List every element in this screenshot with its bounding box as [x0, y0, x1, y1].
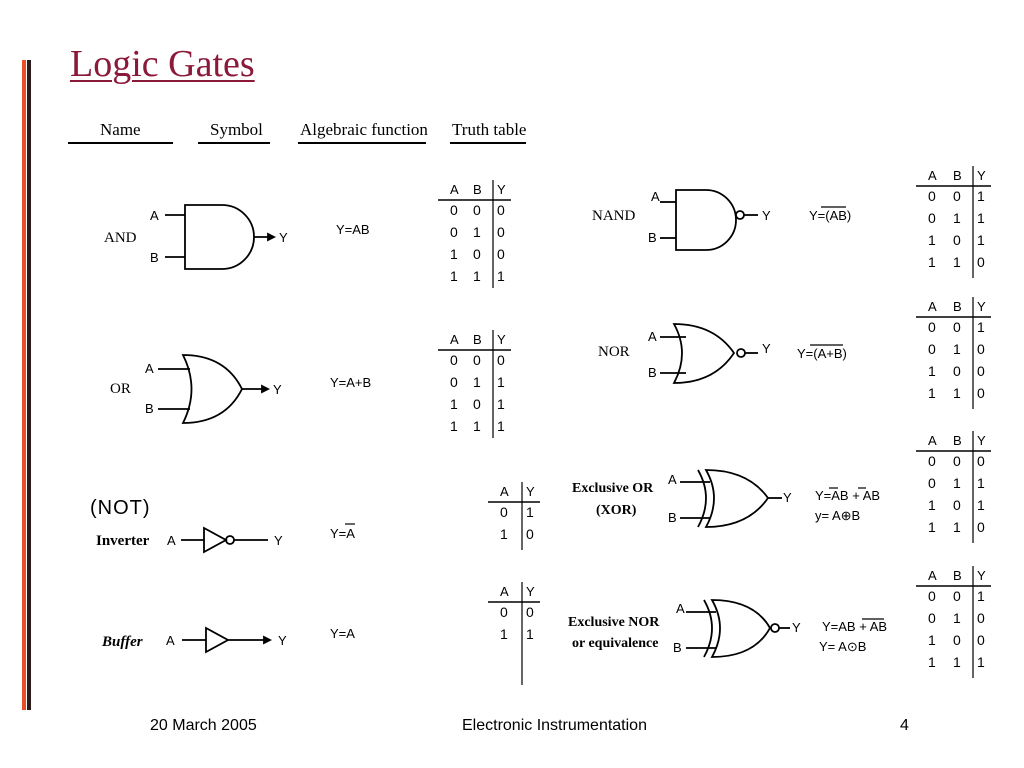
- footer-date: 20 March 2005: [150, 717, 257, 734]
- truth-table-cell: 1: [497, 418, 505, 434]
- truth-table-cell: 1: [928, 632, 936, 648]
- buffer-output-label: Y: [278, 633, 287, 648]
- buffer-input-label: A: [166, 633, 175, 648]
- truth-table-header: B: [953, 168, 962, 183]
- truth-table-cell: 0: [953, 632, 961, 648]
- truth-table-cell: 0: [977, 610, 985, 626]
- truth-table-cell: 1: [953, 475, 961, 491]
- truth-table-cell: 0: [450, 374, 458, 390]
- gate-name-xnor-sub: or equivalence: [572, 636, 659, 651]
- truth-table-header: A: [928, 433, 937, 448]
- gate-name-xnor: Exclusive NOR: [568, 615, 660, 630]
- truth-table-cell: 0: [928, 610, 936, 626]
- gate-name-inverter: Inverter: [96, 533, 150, 549]
- truth-table-cell: 0: [450, 224, 458, 240]
- truth-table-cell: 1: [977, 232, 985, 248]
- and-input-b-label: B: [150, 250, 159, 265]
- truth-table-header: Y: [497, 332, 506, 347]
- truth-table-header: Y: [526, 584, 535, 599]
- truth-table-cell: 0: [977, 385, 985, 401]
- truth-table-cell: 0: [977, 254, 985, 270]
- truth-table-header: Y: [977, 168, 986, 183]
- header-truth-table: Truth table: [452, 120, 527, 139]
- truth-table-header: A: [450, 182, 459, 197]
- truth-table-cell: 0: [526, 526, 534, 542]
- truth-table-cell: 1: [473, 268, 481, 284]
- truth-table-cell: 1: [500, 626, 508, 642]
- truth-table-header: B: [953, 299, 962, 314]
- or-input-a-label: A: [145, 361, 154, 376]
- xor-gate-symbol: [680, 470, 782, 527]
- gate-name-and: AND: [104, 230, 137, 246]
- truth-table-cell: 0: [977, 453, 985, 469]
- truth-table-header: A: [500, 584, 509, 599]
- truth-table-cell: 1: [977, 210, 985, 226]
- nand-input-a-label: A: [651, 189, 660, 204]
- truth-table-cell: 0: [977, 341, 985, 357]
- or-expression: Y=A+B: [330, 375, 372, 390]
- truth-table-cell: 0: [928, 588, 936, 604]
- header-algebraic: Algebraic function: [300, 120, 428, 139]
- nor-gate-symbol: [660, 324, 758, 383]
- truth-table-cell: 0: [526, 604, 534, 620]
- truth-table-cell: 0: [953, 453, 961, 469]
- xnor-input-b-label: B: [673, 640, 682, 655]
- truth-table-header: Y: [526, 484, 535, 499]
- truth-table-xnor: [916, 566, 991, 678]
- xor-expression: Y=AB + AB: [815, 488, 881, 503]
- nand-gate-symbol: [660, 190, 758, 250]
- truth-table-cell: 1: [473, 374, 481, 390]
- truth-table-cell: 1: [928, 254, 936, 270]
- footer-course: Electronic Instrumentation: [462, 717, 647, 734]
- truth-table-cell: 1: [473, 224, 481, 240]
- truth-table-cell: 1: [977, 188, 985, 204]
- truth-table-cell: 0: [473, 352, 481, 368]
- truth-table-header: B: [473, 182, 482, 197]
- truth-table-and: [438, 180, 511, 288]
- nand-output-label: Y: [762, 208, 771, 223]
- truth-tables: [438, 166, 991, 685]
- and-gate-symbol: [165, 205, 274, 269]
- xnor-gate-symbol: [686, 600, 790, 657]
- and-expression: Y=AB: [336, 222, 370, 237]
- truth-table-cell: 1: [953, 654, 961, 670]
- truth-table-cell: 0: [928, 188, 936, 204]
- truth-table-header: A: [928, 299, 937, 314]
- nand-input-b-label: B: [648, 230, 657, 245]
- buffer-gate-symbol: [182, 628, 270, 652]
- or-output-label: Y: [273, 382, 282, 397]
- truth-table-cell: 1: [928, 232, 936, 248]
- truth-table-cell: 0: [497, 246, 505, 262]
- truth-table-cell: 1: [526, 626, 534, 642]
- truth-table-cell: 0: [497, 224, 505, 240]
- truth-table-cell: 1: [953, 210, 961, 226]
- gate-name-not: (NOT): [90, 497, 151, 519]
- truth-table-not: [488, 482, 540, 550]
- and-output-label: Y: [279, 230, 288, 245]
- not-output-label: Y: [274, 533, 283, 548]
- truth-table-cell: 0: [953, 188, 961, 204]
- truth-table-cell: 1: [928, 654, 936, 670]
- xor-input-a-label: A: [668, 472, 677, 487]
- nor-expression: Y=(A+B): [797, 346, 847, 361]
- truth-table-cell: 1: [497, 374, 505, 390]
- truth-table-cell: 1: [450, 396, 458, 412]
- truth-table-cell: 1: [928, 385, 936, 401]
- truth-table-cell: 1: [953, 610, 961, 626]
- truth-table-cell: 0: [977, 519, 985, 535]
- xnor-output-label: Y: [792, 620, 801, 635]
- truth-table-cell: 1: [977, 475, 985, 491]
- truth-table-nand: [916, 166, 991, 278]
- truth-table-cell: 0: [450, 352, 458, 368]
- truth-table-header: B: [953, 433, 962, 448]
- truth-table-header: Y: [497, 182, 506, 197]
- xnor-expression: Y=AB + AB: [822, 619, 888, 634]
- xor-input-b-label: B: [668, 510, 677, 525]
- truth-table-header: A: [928, 568, 937, 583]
- truth-table-cell: 0: [953, 363, 961, 379]
- nor-input-b-label: B: [648, 365, 657, 380]
- inverter-gate-symbol: [181, 528, 268, 552]
- truth-table-cell: 0: [497, 352, 505, 368]
- truth-table-cell: 0: [473, 246, 481, 262]
- truth-table-or: [438, 330, 511, 438]
- truth-table-cell: 0: [953, 232, 961, 248]
- xor-output-label: Y: [783, 490, 792, 505]
- truth-table-header: Y: [977, 299, 986, 314]
- gate-name-buffer: Buffer: [102, 634, 143, 650]
- xnor-input-a-label: A: [676, 601, 685, 616]
- truth-table-cell: 1: [977, 588, 985, 604]
- truth-table-cell: 1: [450, 268, 458, 284]
- truth-table-header: Y: [977, 433, 986, 448]
- truth-table-cell: 1: [497, 268, 505, 284]
- truth-table-cell: 1: [953, 385, 961, 401]
- truth-table-cell: 0: [473, 396, 481, 412]
- nor-input-a-label: A: [648, 329, 657, 344]
- buffer-expression: Y=A: [330, 626, 355, 641]
- header-symbol: Symbol: [210, 120, 263, 139]
- truth-table-header: A: [500, 484, 509, 499]
- truth-table-cell: 1: [500, 526, 508, 542]
- truth-table-xor: [916, 431, 991, 543]
- truth-table-cell: 0: [953, 588, 961, 604]
- and-input-a-label: A: [150, 208, 159, 223]
- truth-table-cell: 1: [526, 504, 534, 520]
- truth-table-header: B: [953, 568, 962, 583]
- truth-table-header: Y: [977, 568, 986, 583]
- nand-expression: Y=(AB): [809, 208, 852, 223]
- slide-title: Logic Gates: [70, 43, 255, 85]
- truth-table-cell: 1: [977, 654, 985, 670]
- truth-table-cell: 1: [473, 418, 481, 434]
- truth-table-cell: 0: [928, 319, 936, 335]
- truth-table-cell: 1: [450, 418, 458, 434]
- truth-table-cell: 0: [928, 453, 936, 469]
- xnor-expression-alt: Y= A⊙B: [819, 639, 867, 654]
- truth-table-cell: 1: [928, 363, 936, 379]
- truth-table-cell: 0: [977, 632, 985, 648]
- truth-table-cell: 0: [928, 475, 936, 491]
- gate-name-xor-abbr: (XOR): [596, 503, 637, 518]
- truth-table-cell: 1: [953, 519, 961, 535]
- gate-name-nor: NOR: [598, 344, 630, 360]
- truth-table-cell: 1: [977, 497, 985, 513]
- truth-table-cell: 1: [977, 319, 985, 335]
- gate-name-xor: Exclusive OR: [572, 481, 654, 496]
- truth-table-header: A: [928, 168, 937, 183]
- not-input-label: A: [167, 533, 176, 548]
- truth-table-cell: 1: [953, 254, 961, 270]
- truth-table-cell: 0: [928, 210, 936, 226]
- truth-table-cell: 0: [928, 341, 936, 357]
- truth-table-cell: 0: [500, 604, 508, 620]
- truth-table-header: A: [450, 332, 459, 347]
- xor-expression-alt: y= A⊕B: [815, 508, 861, 523]
- truth-table-buffer: [488, 582, 540, 685]
- not-expression: Y=A: [330, 526, 355, 541]
- truth-table-cell: 0: [497, 202, 505, 218]
- footer-page-number: 4: [900, 717, 909, 734]
- truth-table-cell: 1: [928, 519, 936, 535]
- truth-table-cell: 1: [953, 341, 961, 357]
- truth-table-cell: 1: [497, 396, 505, 412]
- header-name: Name: [100, 120, 141, 139]
- or-input-b-label: B: [145, 401, 154, 416]
- nor-output-label: Y: [762, 341, 771, 356]
- truth-table-nor: [916, 297, 991, 409]
- truth-table-cell: 0: [953, 497, 961, 513]
- truth-table-cell: 0: [500, 504, 508, 520]
- truth-table-cell: 0: [977, 363, 985, 379]
- gate-name-nand: NAND: [592, 208, 636, 224]
- truth-table-cell: 0: [953, 319, 961, 335]
- truth-table-cell: 1: [450, 246, 458, 262]
- or-gate-symbol: [158, 355, 268, 423]
- truth-table-header: B: [473, 332, 482, 347]
- gate-name-or: OR: [110, 381, 131, 397]
- truth-table-cell: 0: [450, 202, 458, 218]
- truth-table-cell: 0: [473, 202, 481, 218]
- truth-table-cell: 1: [928, 497, 936, 513]
